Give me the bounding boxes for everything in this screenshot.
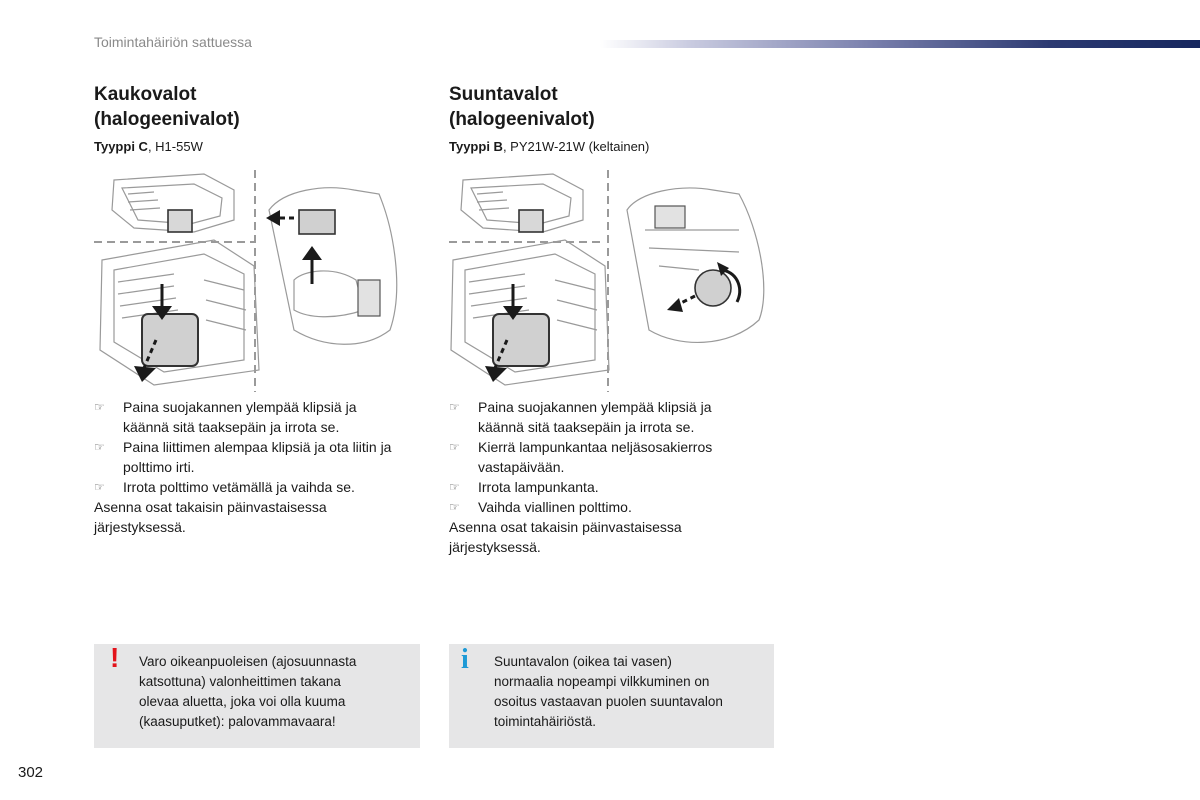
right-closing-line1: Asenna osat takaisin päinvastaisessa xyxy=(449,519,682,535)
left-type-label: Tyyppi C xyxy=(94,139,148,154)
page-number: 302 xyxy=(18,764,44,781)
left-closing-line2: järjestyksessä. xyxy=(94,519,186,535)
left-bulb-type xyxy=(94,139,203,155)
info-note xyxy=(449,644,774,748)
left-instructions xyxy=(94,397,424,537)
left-step-1 xyxy=(94,397,424,437)
hand-pointer-icon: ☞ xyxy=(449,480,460,494)
hand-pointer-icon: ☞ xyxy=(449,440,460,454)
right-step-2 xyxy=(449,437,779,477)
left-step-1-line2: käännä sitä taaksepäin ja irrota se. xyxy=(123,419,340,435)
right-type-label: Tyyppi B xyxy=(449,139,503,154)
right-heading xyxy=(449,82,595,132)
right-step-1-line2: käännä sitä taaksepäin ja irrota se. xyxy=(478,419,695,435)
warning-exclamation-icon: ! xyxy=(110,642,120,673)
left-step-3 xyxy=(94,477,424,497)
left-step-2-line2: polttimo irti. xyxy=(123,459,195,475)
left-type-value: , H1-55W xyxy=(147,139,203,154)
left-heading-line1: Kaukovalot xyxy=(94,84,197,105)
warning-note xyxy=(94,644,420,748)
right-instructions xyxy=(449,397,779,557)
right-step-1 xyxy=(449,397,779,437)
right-step-2-line1: Kierrä lampunkantaa neljäsosakierros xyxy=(478,439,713,455)
info-line-4: toimintahäiriöstä. xyxy=(494,714,597,729)
right-bulb-type xyxy=(449,139,649,155)
left-illustration xyxy=(94,170,424,392)
warning-line-3: olevaa aluetta, joka voi olla kuuma xyxy=(139,694,346,709)
right-step-2-line2: vastapäivään. xyxy=(478,459,565,475)
right-heading-line1: Suuntavalot xyxy=(449,84,558,105)
info-icon: i xyxy=(461,644,469,675)
left-step-3-line1: Irrota polttimo vetämällä ja vaihda se. xyxy=(123,479,355,495)
right-step-3-line1: Irrota lampunkanta. xyxy=(478,479,599,495)
left-step-2-line1: Paina liittimen alempaa klipsiä ja ota liitin ja xyxy=(123,439,392,455)
left-heading xyxy=(94,82,240,132)
right-illustration xyxy=(449,170,779,392)
left-closing-line1: Asenna osat takaisin päinvastaisessa xyxy=(94,499,327,515)
right-step-1-line1: Paina suojakannen ylempää klipsiä ja xyxy=(478,399,712,415)
hand-pointer-icon: ☞ xyxy=(449,400,460,414)
section-title: Toimintahäiriön sattuessa xyxy=(94,34,252,50)
info-line-3: osoitus vastaavan puolen suuntavalon xyxy=(494,694,723,709)
warning-line-2: katsottuna) valonheittimen takana xyxy=(139,674,341,689)
right-step-4-line1: Vaihda viallinen polttimo. xyxy=(478,499,632,515)
info-line-2: normaalia nopeampi vilkkuminen on xyxy=(494,674,710,689)
hand-pointer-icon: ☞ xyxy=(449,500,460,514)
info-line-1: Suuntavalon (oikea tai vasen) xyxy=(494,654,672,669)
right-closing-line2: järjestyksessä. xyxy=(449,539,541,555)
right-step-3 xyxy=(449,477,779,497)
hand-pointer-icon: ☞ xyxy=(94,480,105,494)
warning-text xyxy=(139,652,410,732)
hand-pointer-icon: ☞ xyxy=(94,400,105,414)
right-type-value: , PY21W-21W (keltainen) xyxy=(502,139,650,154)
warning-line-4: (kaasuputket): palovammavaara! xyxy=(139,714,336,729)
warning-line-1: Varo oikeanpuoleisen (ajosuunnasta xyxy=(139,654,357,669)
right-heading-line2: (halogeenivalot) xyxy=(449,109,595,130)
left-step-1-line1: Paina suojakannen ylempää klipsiä ja xyxy=(123,399,357,415)
left-step-2 xyxy=(94,437,424,477)
left-heading-line2: (halogeenivalot) xyxy=(94,109,240,130)
header-gradient-bar xyxy=(600,40,1200,48)
info-text xyxy=(494,652,764,732)
right-step-4 xyxy=(449,497,779,517)
hand-pointer-icon: ☞ xyxy=(94,440,105,454)
